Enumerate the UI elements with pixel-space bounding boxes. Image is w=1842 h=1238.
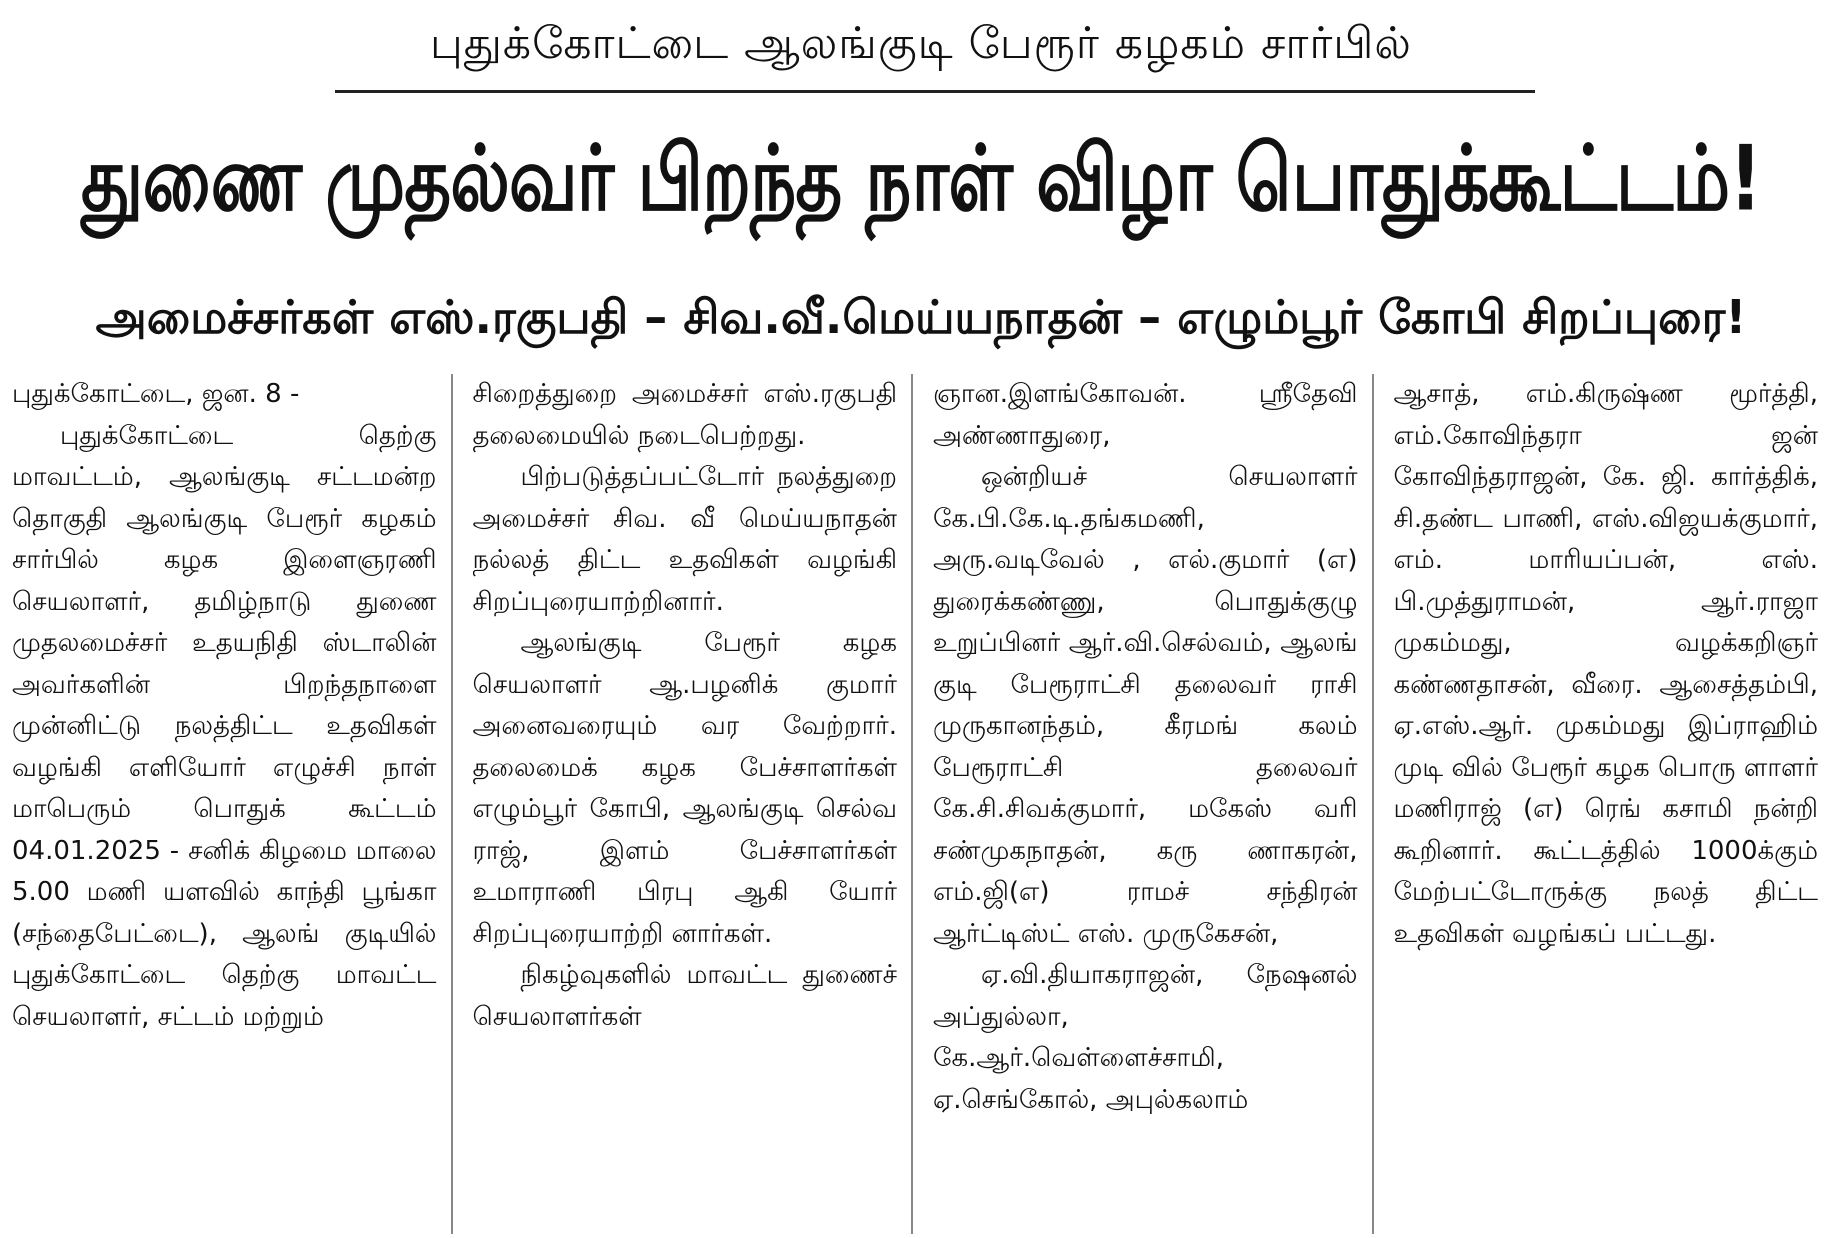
article-column-2 (473, 374, 914, 1234)
kicker-line: புதுக்கோட்டை ஆலங்குடி பேரூர் கழகம் சார்பில் (430, 18, 1412, 69)
paragraph: ஆசாத், எம்.கிருஷ்ண மூர்த்தி, எம்.கோவிந்தரா ஜன் கோவிந்தராஜன், கே. ஜி. கார்த்திக், சி.தண்ட பாணி, எஸ்.விஜயக்குமார், எம். மாரியப்பன், எஸ். பி.முத்துராமன், ஆர்.ராஜா முகம்மது, வழக்கறிஞர் கண்ணதாசன், வீரை. ஆசைத்தம்பி, ஏ.எஸ்.ஆர். முகம்மது இப்ராஹிம் முடி வில் பேரூர் கழக பொரு ளாளர் மணிராஜ் (எ) ரெங் கசாமி நன்றி கூறினார். கூட்டத்தில் 1000க்கும் மேற்பட்டோருக்கு நலத் திட்ட உதவிகள் வழங்கப் பட்டது. (1393, 379, 1818, 949)
article-body (12, 374, 1832, 1234)
paragraph: புதுக்கோட்டை தெற்கு மாவட்டம், ஆலங்குடி சட்டமன்ற தொகுதி ஆலங்குடி பேரூர் கழகம் சார்பில் கழக இளைஞரணி செயலாளர், தமிழ்நாடு துணை முதலமைச்சர் உதயநிதி ஸ்டாலின் அவர்களின் பிறந்தநாளை முன்னிட்டு நலத்திட்ட உதவிகள் வழங்கி எளியோர் எழுச்சி நாள் மாபெரும் பொதுக் கூட்டம் 04.01.2025 - சனிக் கிழமை மாலை 5.00 மணி யளவில் காந்தி பூங்கா (சந்தைபேட்டை), ஆலங் குடியில் புதுக்கோட்டை தெற்கு மாவட்ட செயலாளர், சட்டம் மற்றும் (12, 420, 437, 1032)
paragraph: ஏ.வி.தியாகராஜன், நேஷனல் அப்துல்லா, கே.ஆர்.வெள்ளைச்சாமி, ஏ.செங்கோல், அபுல்கலாம் (933, 960, 1358, 1115)
article-column-3 (933, 374, 1374, 1234)
paragraph: நிகழ்வுகளில் மாவட்ட துணைச் செயலாளர்கள் (472, 960, 897, 1032)
headline: துணை முதல்வர் பிறந்த நாள் விழா பொதுக்கூட்டம்! (81, 125, 1761, 231)
article-column-1 (12, 374, 453, 1234)
article-column-4 (1394, 374, 1833, 1234)
paragraph: ஒன்றியச் செயலாளர் கே.பி.கே.டி.தங்கமணி, அரு.வடிவேல் , எல்.குமார் (எ) துரைக்கண்ணு, பொதுக்குழு உறுப்பினர் ஆர்.வி.செல்வம், ஆலங் குடி பேரூராட்சி தலைவர் ராசி முருகானந்தம், கீரமங் கலம் பேரூராட்சி தலைவர் கே.சி.சிவக்குமார், மகேஸ் வரி சண்முகநாதன், கரு ணாகரன், எம்.ஜி(எ) ராமச் சந்திரன் ஆர்ட்டிஸ்ட் எஸ். முருகேசன், (933, 462, 1358, 949)
dateline: புதுக்கோட்டை, ஜன. 8 - (12, 379, 300, 409)
paragraph: ஞான.இளங்கோவன். ஸ்ரீதேவி அண்ணாதுரை, (933, 379, 1358, 451)
paragraph: ஆலங்குடி பேரூர் கழக செயலாளர் ஆ.பழனிக் குமார் அனைவரையும் வர வேற்றார். தலைமைக் கழக பேச்சாளர்கள் எழும்பூர் கோபி, ஆலங்குடி செல்வ ராஜ், இளம் பேச்சாளர்கள் உமாராணி பிரபு ஆகி யோர் சிறப்புரையாற்றி னார்கள். (472, 628, 897, 949)
paragraph: பிற்படுத்தப்பட்டோர் நலத்துறை அமைச்சர் சிவ. வீ மெய்யநாதன் நல்லத் திட்ட உதவிகள் வழங்கி சிறப்புரையாற்றினார். (472, 462, 897, 617)
subheadline: அமைச்சர்கள் எஸ்.ரகுபதி – சிவ.வீ.மெய்யநாதன் – எழும்பூர் கோபி சிறப்புரை! (95, 290, 1747, 344)
paragraph: சிறைத்துறை அமைச்சர் எஸ்.ரகுபதி தலைமையில் நடைபெற்றது. (472, 379, 897, 451)
kicker-underline (335, 90, 1535, 93)
